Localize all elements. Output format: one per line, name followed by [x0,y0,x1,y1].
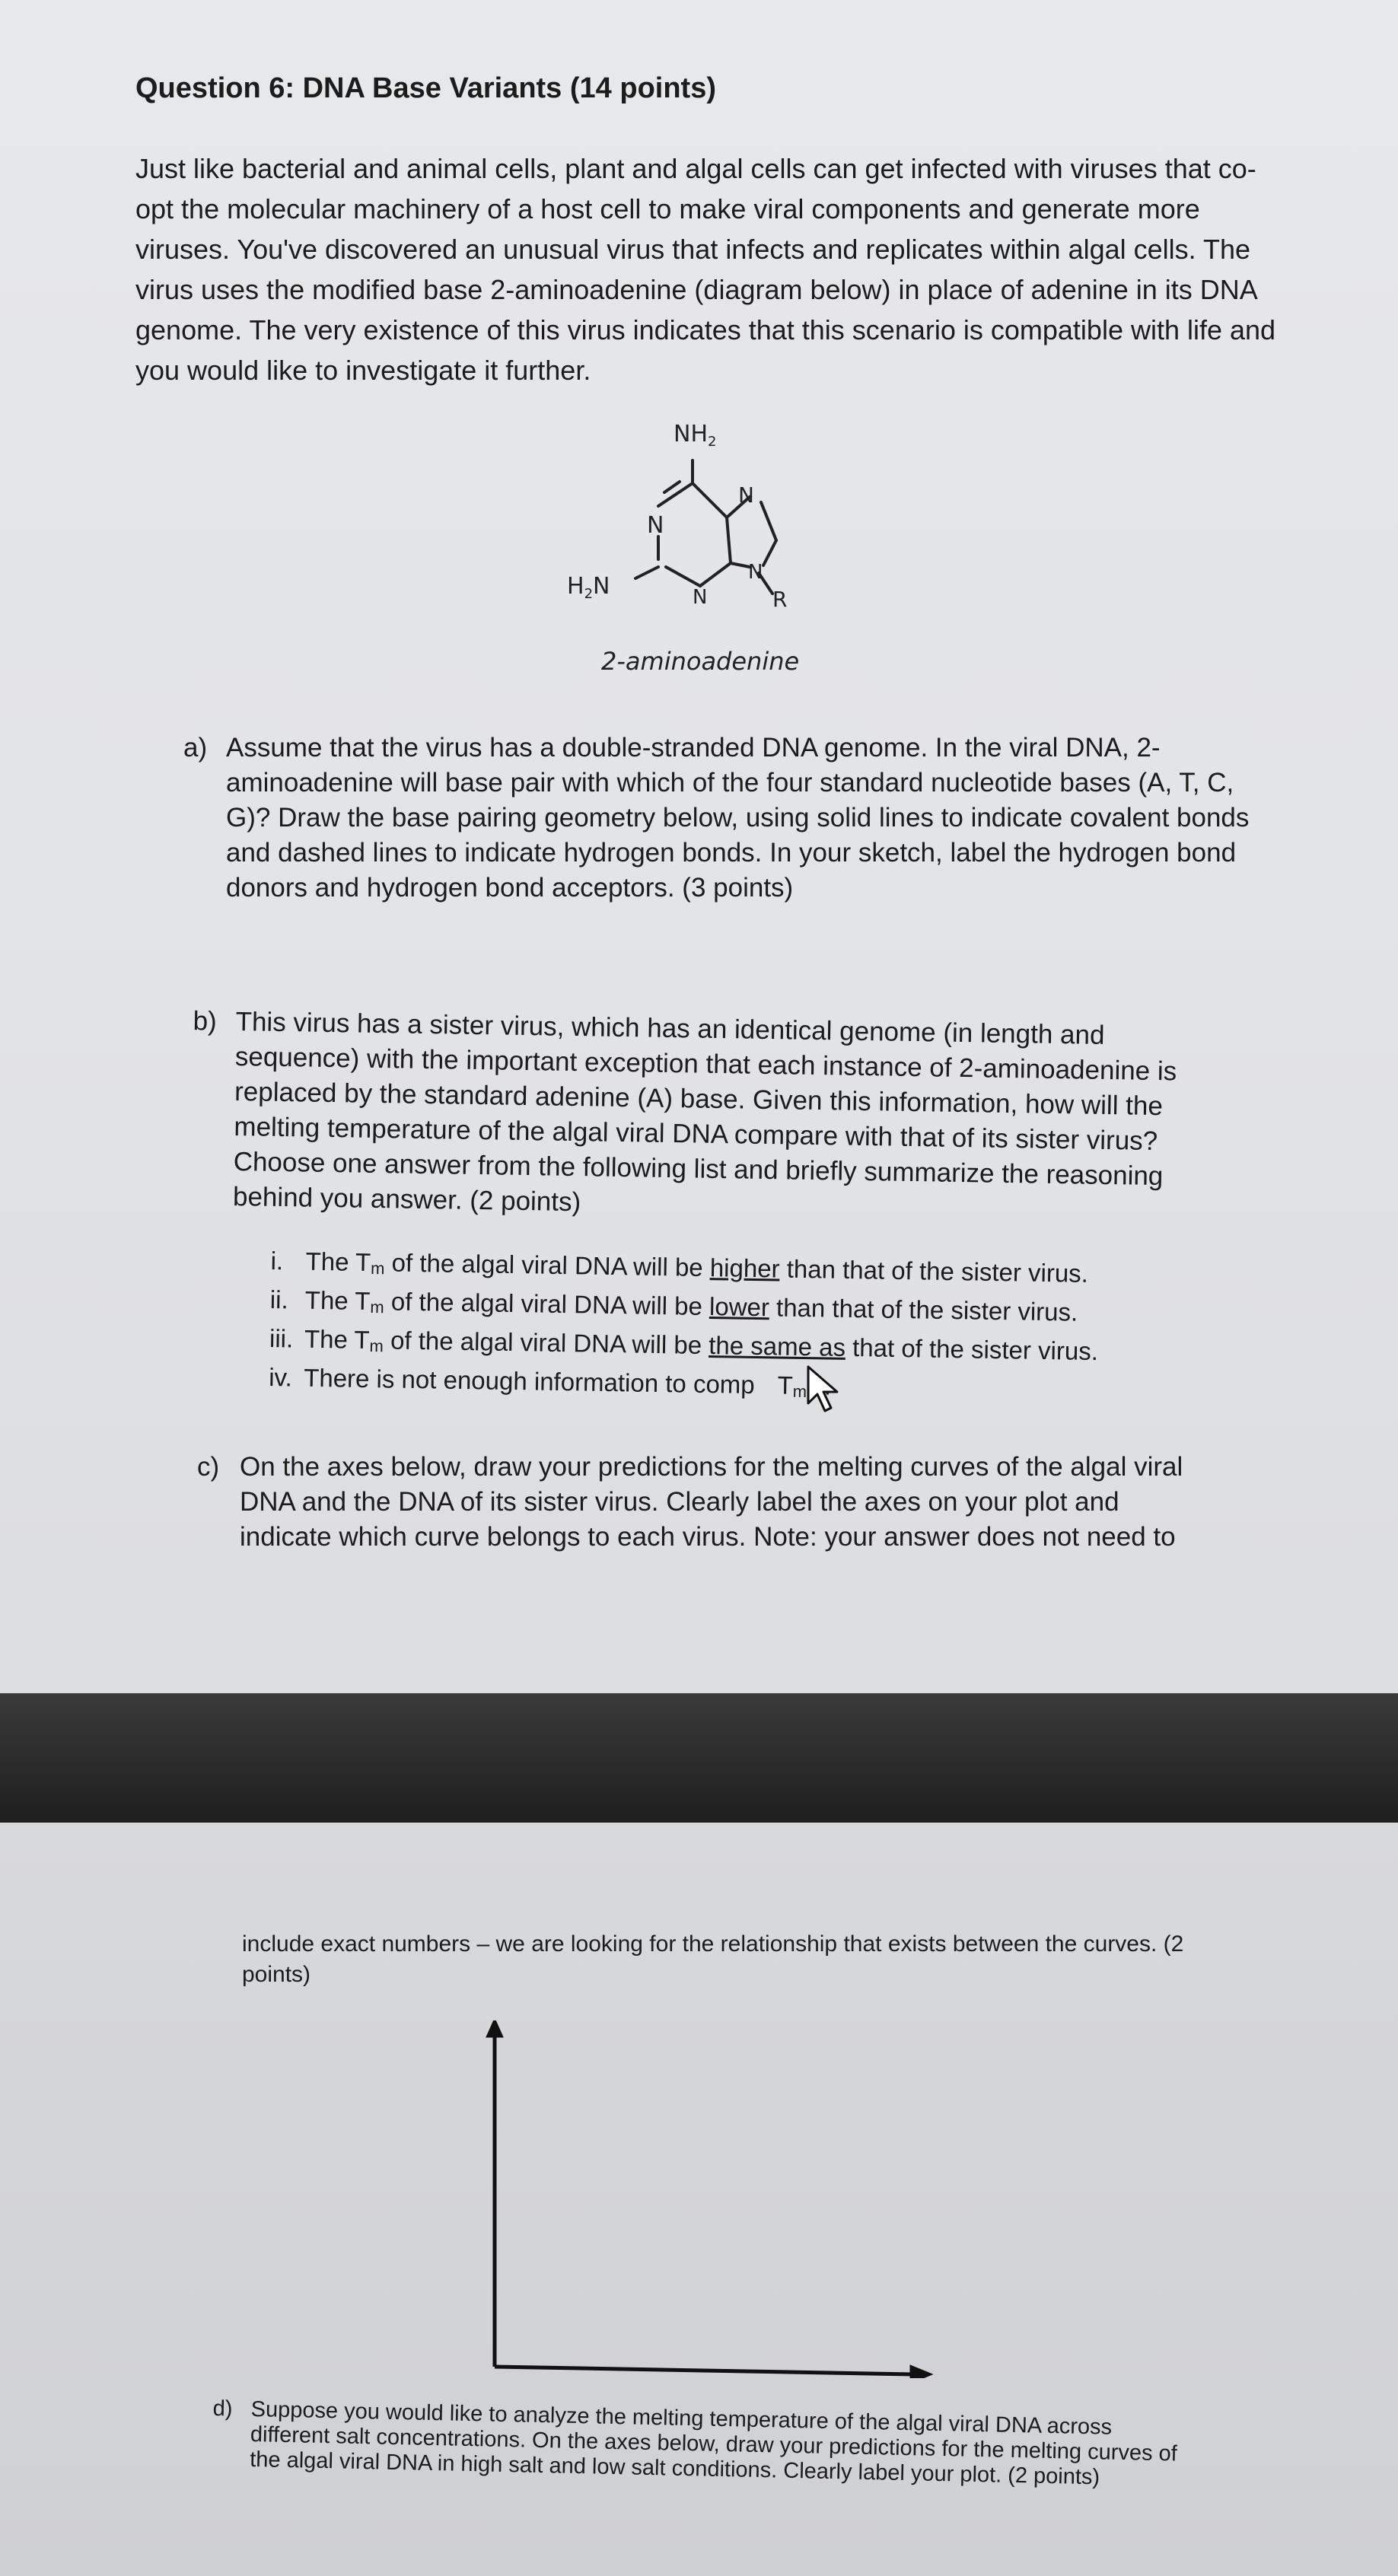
option-iii-key: the same as [708,1331,846,1361]
option-iv-number: iv. [268,1362,293,1392]
bond-ring-8 [761,502,776,540]
atom-n-4: N [748,561,763,584]
option-i-number: i. [270,1246,284,1275]
molecule-label: 2-aminoadenine [601,647,800,676]
x-axis [495,2367,913,2374]
option-ii-sub: m [370,1298,384,1317]
option-iii-mid: of the algal viral DNA will be [383,1326,709,1360]
option-iii-post: that of the sister virus. [845,1333,1099,1366]
aminoadenine-structure-diagram [544,407,849,681]
part-c [197,1450,1214,1555]
part-c-continued [242,1929,1193,1990]
h2n-h: H [567,573,584,600]
bond-ring-9 [763,540,776,565]
part-a [183,731,1253,906]
option-ii-pre: The T [304,1285,371,1316]
svg-text:H2N [567,573,610,602]
part-a-text: Assume that the virus has a double-stranded DNA genome. In the viral DNA, 2-aminoadenine will base pair with which of the four standard nucleotide bases (A, T, C, G)? Draw the base pairing geometry below, using solid lines to indicate covalent bonds and dashed lines to indicate hydrogen bonds. In your sketch, label the hydrogen bond donors and hydrogen bond acceptors. (3 points) [226,733,1250,903]
part-c-plot-axes [479,2020,936,2378]
part-b [193,1005,1225,1230]
part-d-text: Suppose you would like to analyze the melting temperature of the algal viral DNA across different salt concentrations. On the axes below, draw your predictions for the melting curves of the algal viral DNA in high salt and low salt conditions. Clearly label your plot. (2 points) [249,2397,1178,2490]
part-b-label: b) [193,1006,218,1036]
nh2-top-subscript: 2 [708,434,717,450]
option-ii-mid: of the algal viral DNA will be [384,1287,710,1321]
bond-ring-5 [727,517,731,563]
atom-n-2: N [738,482,754,508]
part-d-label: d) [212,2396,233,2422]
option-iv-post: T [777,1371,794,1399]
option-iv-post-sub: m [792,1381,807,1402]
h2n-n: N [593,573,610,600]
atom-n-1: N [647,512,664,539]
bond-ring-4 [700,563,731,586]
nh2-top-label: NH [674,421,708,447]
bond-ring-1 [658,483,693,506]
option-i-pre: The T [305,1247,371,1277]
option-i-key: higher [709,1253,780,1283]
part-c-label: c) [197,1452,220,1482]
option-iii-pre: The T [304,1324,370,1355]
bond-ring-6 [693,483,727,517]
x-axis-arrow-icon [912,2367,928,2378]
mouse-pointer-icon [805,1364,851,1417]
part-b-options [269,1244,1260,1415]
atom-r: R [772,587,788,612]
option-iii-number: iii. [269,1323,294,1353]
intro-paragraph: Just like bacterial and animal cells, plant and algal cells can get infected with viruses that co-opt the molecular machinery of a host cell to make viral components and generate more viruses. You've discovered an unusual virus that infects and replicates within algal cells. The virus uses the modified base 2-aminoadenine (diagram below) in place of adenine in its DNA genome. The very existence of this virus indicates that this scenario is compatible with life and you would like to investigate it further. [135,153,1276,386]
double-bond-mark [664,482,680,492]
option-iii-sub: m [369,1336,384,1356]
bond-ring-10 [731,563,750,567]
option-i-post: than that of the sister virus. [779,1254,1089,1288]
h2n-subscript: 2 [584,586,594,602]
part-c-text-top: On the axes below, draw your predictions for the melting curves of the algal viral DNA and the DNA of its sister virus. Clearly label the axes on your plot and indicate which curve belongs to each virus. Note: your answer does not need to [240,1452,1183,1552]
svg-text:NH2 [674,421,716,450]
part-a-label: a) [183,733,208,763]
monitor-bezel-fold [0,1693,1398,1823]
part-b-text: This virus has a sister virus, which has an identical genome (in length and sequence) with the important exception that each instance of 2-aminoadenine is replaced by the standard adenine (A) base. Given this information, how will the melting temperature of the algal viral DNA compare with that of its sister virus? Choose one answer from the following list and briefly summarize the reasoning behind you answer. (2 points) [232,1006,1177,1218]
y-axis-arrow-icon [489,2022,501,2036]
atom-n-3: N [693,586,708,609]
option-i-mid: of the algal viral DNA will be [384,1248,711,1282]
option-iv-pre: There is not enough information to comp [303,1363,755,1399]
bond-ring-3 [666,567,700,586]
option-ii-post: than that of the sister virus. [769,1293,1078,1326]
part-c-text-bottom: include exact numbers – we are looking for the relationship that exists between the curves. (2 points) [242,1931,1184,1987]
option-i-sub: m [370,1259,385,1278]
page-title: Question 6: DNA Base Variants (14 points) [135,72,716,104]
bond-amine-left [635,567,658,578]
option-ii-number: ii. [269,1285,288,1314]
option-ii-key: lower [709,1292,770,1322]
